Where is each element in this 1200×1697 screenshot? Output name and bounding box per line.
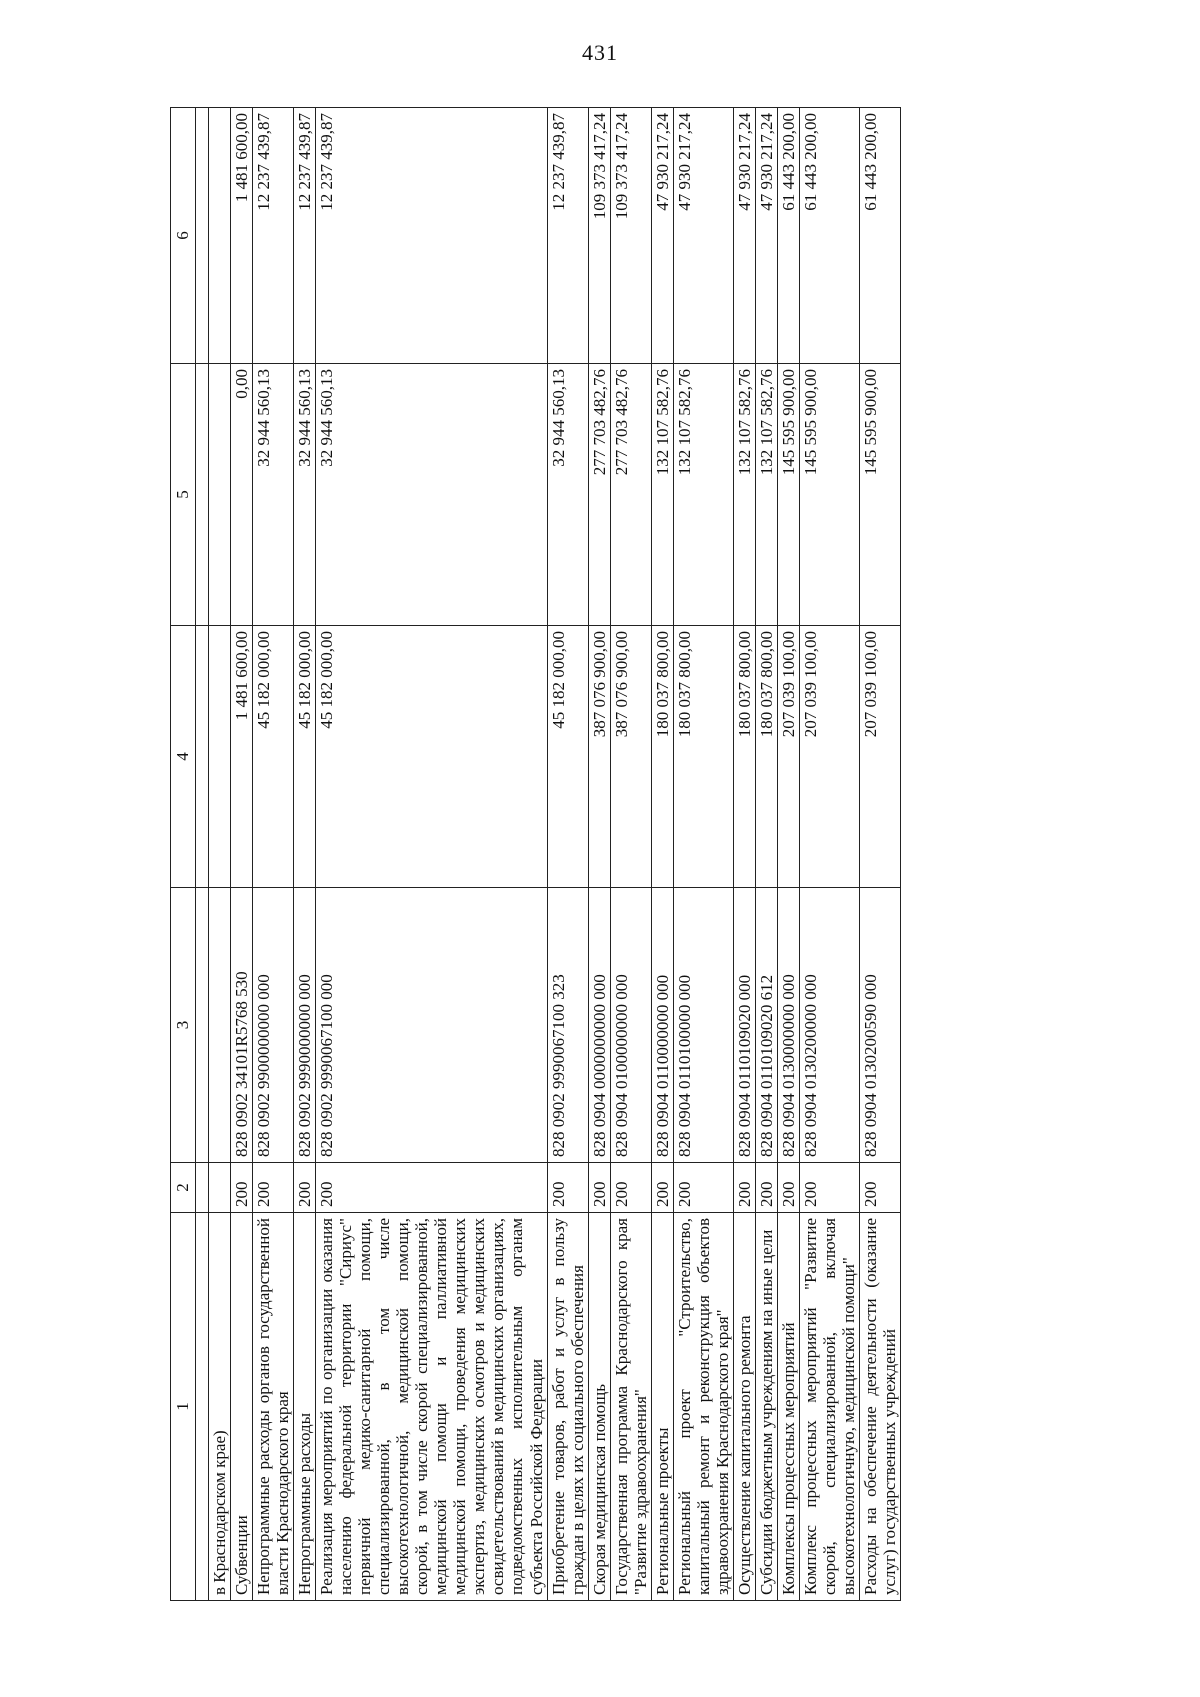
- row-value4-cell: 387 076 900,00: [588, 626, 610, 888]
- header-spacer-row: [196, 108, 209, 1601]
- row-name-cell: Комплекс процессных мероприятий "Развитие скорой, специализированной, включая высокотехнологичную, медицинской помощи": [799, 1213, 859, 1601]
- row-code-cell: 828 0902 9990000000 000: [294, 888, 316, 1163]
- row-value6-cell: 12 237 439,87: [547, 108, 588, 364]
- row-col2-cell: 200: [799, 1163, 859, 1213]
- table-row: [651, 108, 673, 1601]
- row-value5-cell: 132 107 582,76: [733, 364, 755, 626]
- table-row: [253, 108, 294, 1601]
- table-row: [673, 108, 733, 1601]
- row-value6-cell: 61 443 200,00: [860, 108, 901, 364]
- table-row: [231, 108, 253, 1601]
- row-value6-cell: 47 930 217,24: [755, 108, 777, 364]
- row-value4-cell: 45 182 000,00: [294, 626, 316, 888]
- row-code-cell: 828 0904 0110000000 000: [651, 888, 673, 1163]
- spacer-cell: [196, 888, 209, 1163]
- row-code-cell: 828 0902 34101R5768 530: [231, 888, 253, 1163]
- row-code-cell: 828 0904 0130200000 000: [799, 888, 859, 1163]
- row-value4-cell: [209, 626, 231, 888]
- spacer-cell: [196, 364, 209, 626]
- row-name-cell: Комплексы процессных мероприятий: [777, 1213, 799, 1601]
- row-code-cell: [209, 888, 231, 1163]
- table-row: [294, 108, 316, 1601]
- header-cell: 2: [171, 1163, 196, 1213]
- row-name-cell: Субвенции: [231, 1213, 253, 1601]
- row-col2-cell: 200: [651, 1163, 673, 1213]
- row-col2-cell: 200: [253, 1163, 294, 1213]
- table-row: [755, 108, 777, 1601]
- row-value4-cell: 207 039 100,00: [860, 626, 901, 888]
- row-value5-cell: 132 107 582,76: [673, 364, 733, 626]
- row-name-cell: Скорая медицинская помощь: [588, 1213, 610, 1601]
- row-code-cell: 828 0904 0000000000 000: [588, 888, 610, 1163]
- row-col2-cell: [209, 1163, 231, 1213]
- row-name-cell: Субсидии бюджетным учреждениям на иные цели: [755, 1213, 777, 1601]
- row-value6-cell: [209, 108, 231, 364]
- row-name-cell: в Краснодарском крае): [209, 1213, 231, 1601]
- row-col2-cell: 200: [547, 1163, 588, 1213]
- row-value6-cell: 47 930 217,24: [651, 108, 673, 364]
- row-col2-cell: 200: [673, 1163, 733, 1213]
- row-value5-cell: 145 595 900,00: [860, 364, 901, 626]
- table-header-row: [171, 108, 196, 1601]
- row-value4-cell: 45 182 000,00: [253, 626, 294, 888]
- row-value5-cell: 145 595 900,00: [777, 364, 799, 626]
- row-value4-cell: 180 037 800,00: [673, 626, 733, 888]
- row-name-cell: Приобретение товаров, работ и услуг в пользу граждан в целях их социального обеспечения: [547, 1213, 588, 1601]
- table-row: [799, 108, 859, 1601]
- row-col2-cell: 200: [733, 1163, 755, 1213]
- row-col2-cell: 200: [294, 1163, 316, 1213]
- rotated-page: [170, 108, 1100, 1601]
- table-body: [171, 108, 901, 1601]
- table-row: [209, 108, 231, 1601]
- row-col2-cell: 200: [755, 1163, 777, 1213]
- row-value5-cell: 0,00: [231, 364, 253, 626]
- row-value6-cell: 61 443 200,00: [777, 108, 799, 364]
- row-value4-cell: 180 037 800,00: [651, 626, 673, 888]
- row-code-cell: 828 0904 0110109020 000: [733, 888, 755, 1163]
- table-row: [316, 108, 547, 1601]
- row-value4-cell: 387 076 900,00: [610, 626, 651, 888]
- row-value4-cell: 207 039 100,00: [777, 626, 799, 888]
- row-name-cell: Государственная программа Краснодарского края "Развитие здравоохранения": [610, 1213, 651, 1601]
- table-row: [777, 108, 799, 1601]
- row-value6-cell: 109 373 417,24: [588, 108, 610, 364]
- spacer-cell: [196, 1213, 209, 1601]
- spacer-cell: [196, 626, 209, 888]
- row-value6-cell: 47 930 217,24: [733, 108, 755, 364]
- row-code-cell: 828 0904 0100000000 000: [610, 888, 651, 1163]
- spacer-cell: [196, 108, 209, 364]
- table-row: [547, 108, 588, 1601]
- row-name-cell: Реализация мероприятий по организации оказания населению федеральной территории "Сириус" первичной медико-санитарной помощи, специализированной, в том числе высокотехнологичной, медицинской помощи, скорой, в том числе скорой специализированной, медицинской помощи и паллиативной медицинской помощи, проведения медицинских экспертиз, медицинских осмотров и медицинских освидетельствований в медицинских организациях, подведомственных исполнительным органам субъекта Российской Федерации: [316, 1213, 547, 1601]
- row-code-cell: 828 0902 9990067100 000: [316, 888, 547, 1163]
- row-value4-cell: 1 481 600,00: [231, 626, 253, 888]
- row-col2-cell: 200: [316, 1163, 547, 1213]
- row-value6-cell: 47 930 217,24: [673, 108, 733, 364]
- budget-table: [170, 107, 901, 1601]
- row-col2-cell: 200: [588, 1163, 610, 1213]
- row-value4-cell: 45 182 000,00: [316, 626, 547, 888]
- row-name-cell: Непрограммные расходы: [294, 1213, 316, 1601]
- row-code-cell: 828 0904 0110109020 612: [755, 888, 777, 1163]
- table-row: [733, 108, 755, 1601]
- row-col2-cell: 200: [231, 1163, 253, 1213]
- page-number: 431: [582, 40, 618, 65]
- row-value5-cell: 32 944 560,13: [294, 364, 316, 626]
- row-code-cell: 828 0904 0110100000 000: [673, 888, 733, 1163]
- row-value6-cell: 12 237 439,87: [253, 108, 294, 364]
- table-row: [588, 108, 610, 1601]
- row-value4-cell: 45 182 000,00: [547, 626, 588, 888]
- row-name-cell: Расходы на обеспечение деятельности (оказание услуг) государственных учреждений: [860, 1213, 901, 1601]
- row-value6-cell: 12 237 439,87: [316, 108, 547, 364]
- row-col2-cell: 200: [610, 1163, 651, 1213]
- row-value6-cell: 1 481 600,00: [231, 108, 253, 364]
- row-name-cell: Региональные проекты: [651, 1213, 673, 1601]
- header-cell: 4: [171, 626, 196, 888]
- table-row: [860, 108, 901, 1601]
- row-name-cell: Региональный проект "Строительство, капитальный ремонт и реконструкция объектов здравоохранения Краснодарского края": [673, 1213, 733, 1601]
- row-value5-cell: 132 107 582,76: [755, 364, 777, 626]
- row-value5-cell: 32 944 560,13: [253, 364, 294, 626]
- row-value5-cell: 132 107 582,76: [651, 364, 673, 626]
- row-value6-cell: 12 237 439,87: [294, 108, 316, 364]
- spacer-cell: [196, 1163, 209, 1213]
- row-code-cell: 828 0904 0130200590 000: [860, 888, 901, 1163]
- header-cell: 6: [171, 108, 196, 364]
- row-value5-cell: 277 703 482,76: [588, 364, 610, 626]
- row-col2-cell: 200: [777, 1163, 799, 1213]
- row-code-cell: 828 0904 0130000000 000: [777, 888, 799, 1163]
- row-value6-cell: 61 443 200,00: [799, 108, 859, 364]
- row-value6-cell: 109 373 417,24: [610, 108, 651, 364]
- row-code-cell: 828 0902 9990067100 323: [547, 888, 588, 1163]
- row-value4-cell: 180 037 800,00: [733, 626, 755, 888]
- row-code-cell: 828 0902 9900000000 000: [253, 888, 294, 1163]
- table-row: [610, 108, 651, 1601]
- row-value5-cell: 32 944 560,13: [547, 364, 588, 626]
- row-value5-cell: [209, 364, 231, 626]
- row-value4-cell: 207 039 100,00: [799, 626, 859, 888]
- row-value5-cell: 145 595 900,00: [799, 364, 859, 626]
- row-value4-cell: 180 037 800,00: [755, 626, 777, 888]
- row-col2-cell: 200: [860, 1163, 901, 1213]
- header-cell: 1: [171, 1213, 196, 1601]
- row-value5-cell: 277 703 482,76: [610, 364, 651, 626]
- header-cell: 3: [171, 888, 196, 1163]
- row-name-cell: Непрограммные расходы органов государственной власти Краснодарского края: [253, 1213, 294, 1601]
- row-name-cell: Осуществление капитального ремонта: [733, 1213, 755, 1601]
- header-cell: 5: [171, 364, 196, 626]
- row-value5-cell: 32 944 560,13: [316, 364, 547, 626]
- rotated-table-container: [170, 108, 1100, 1601]
